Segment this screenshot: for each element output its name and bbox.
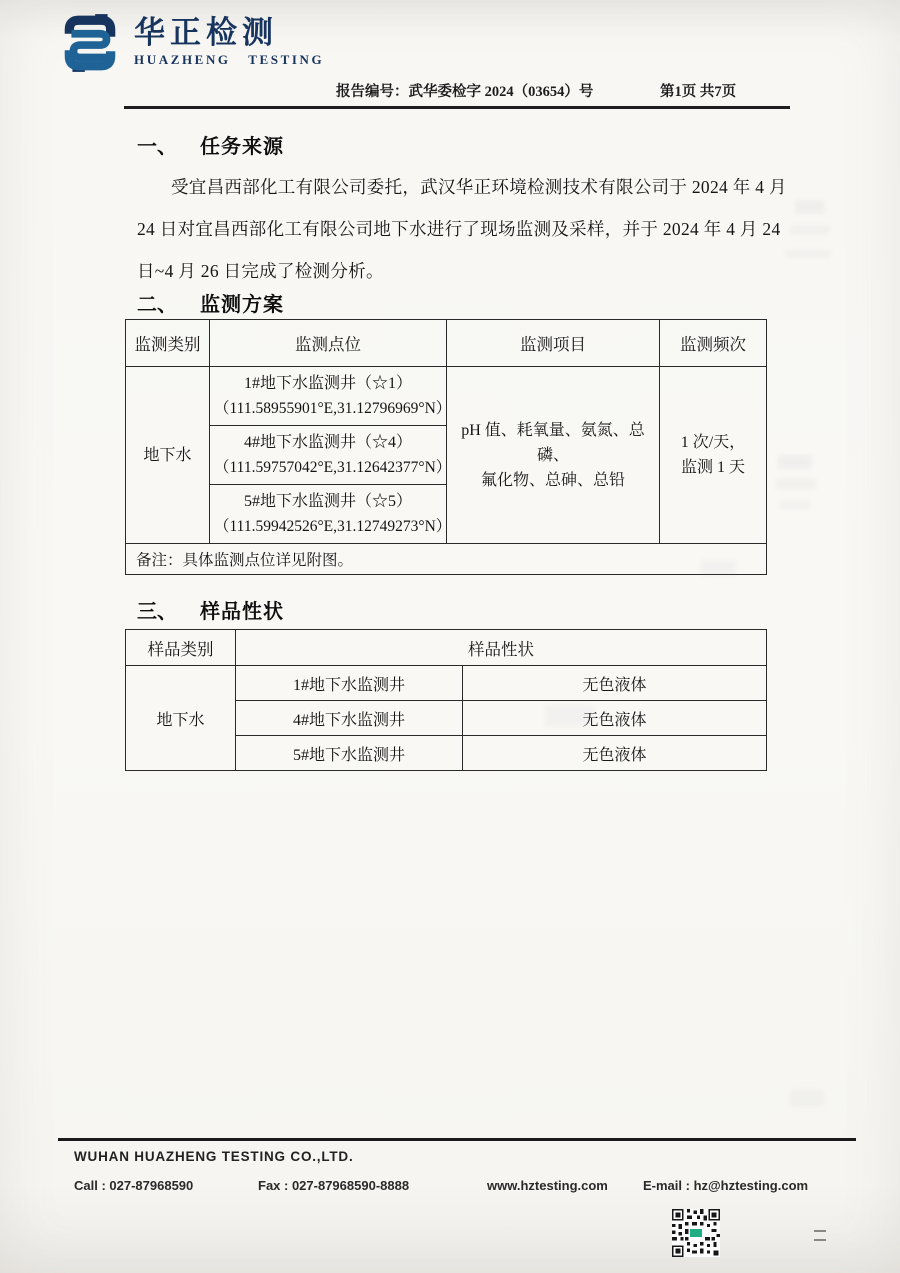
column-header: 监测点位 [210,320,447,367]
page-header [124,76,790,109]
column-header: 监测项目 [447,320,660,367]
column-header: 样品类别 [126,630,236,666]
column-header: 监测类别 [126,320,210,367]
point-name: 1#地下水监测井（☆1） [243,375,412,392]
sample-name: 5#地下水监测井 [236,736,463,771]
company-logo [58,13,324,73]
scan-artifact [785,250,831,258]
binding-mark [814,1230,826,1241]
footer-divider [58,1138,856,1141]
items-cell [447,367,660,544]
section1-paragraph [137,166,787,292]
point-coord: （111.58955901°E,31.12796969°N） [214,400,452,417]
items-line: 氟化物、总砷、总铅 [480,471,625,489]
sample-name: 4#地下水监测井 [236,701,463,736]
sample-character-table [125,629,767,771]
footer-website: www.hztesting.com [487,1178,608,1193]
section1-number: 一、 [137,136,177,158]
paragraph-line: 24 日对宜昌西部化工有限公司地下水进行了现场监测及采样，并于 2024 年 4 月 24 [137,219,781,239]
footer-phone: Call : 027-87968590 [74,1178,194,1193]
point-cell [210,426,452,485]
paragraph-line: 日~4 月 26 日完成了检测分析。 [137,261,384,281]
logo-text [134,13,324,68]
section3-title: 样品性状 [200,601,284,623]
footer-company-name: WUHAN HUAZHENG TESTING CO.,LTD. [74,1149,354,1164]
column-header: 监测频次 [660,320,767,367]
sample-character: 无色液体 [463,736,767,771]
point-name: 4#地下水监测井（☆4） [243,434,412,451]
frequency-line: 1 次/天， [680,434,746,451]
items-line: pH 值、耗氧量、氨氮、总磷、 [461,421,645,464]
point-coord: （111.59757042°E,31.12642377°N） [214,459,452,476]
report-number: 报告编号：武华委检字 2024（03654）号 [336,84,594,100]
column-header: 样品性状 [236,630,767,666]
table-note-row [126,544,767,575]
logo-name-en: HUAZHENG TESTING [134,52,325,67]
qr-code [672,1208,720,1258]
table-row [126,367,767,426]
point-cell [210,485,452,544]
section2-number: 二、 [137,294,177,316]
section1-heading [137,130,284,159]
logo-name-cn: 华正检测 [134,15,278,50]
table-header-row [126,320,767,367]
footer-email: E-mail : hz@hztesting.com [643,1178,809,1193]
scan-artifact [795,200,825,214]
sample-character: 无色液体 [463,666,767,701]
paragraph-line: 受宜昌西部化工有限公司委托，武汉华正环境检测技术有限公司于 2024 年 4 月 [171,177,787,197]
monitoring-plan-table [125,319,767,575]
section3-number: 三、 [137,601,177,623]
note-cell: 备注：具体监测点位详见附图。 [126,544,767,575]
huazheng-logo-mark [58,13,122,73]
scan-artifact [780,500,810,510]
page-number: 第1页 共7页 [660,84,737,100]
table-header-row [126,630,767,666]
category-cell: 地下水 [126,666,236,771]
section2-heading [137,288,284,317]
sample-character: 无色液体 [463,701,767,736]
table-row [126,666,767,701]
section1-title: 任务来源 [200,136,284,158]
scan-artifact [790,1090,824,1106]
scan-artifact [790,225,830,235]
point-name: 5#地下水监测井（☆5） [243,493,412,510]
point-coord: （111.59942526°E,31.12749273°N） [214,518,452,535]
category-cell: 地下水 [126,367,210,544]
footer-fax: Fax : 027-87968590-8888 [258,1178,410,1193]
scan-artifact [778,455,812,469]
sample-name: 1#地下水监测井 [236,666,463,701]
frequency-cell [660,367,767,544]
frequency-line: 监测 1 天 [680,459,745,476]
section3-heading [137,595,284,624]
section2-title: 监测方案 [200,294,284,316]
point-cell [210,367,452,426]
scan-artifact [776,478,816,490]
